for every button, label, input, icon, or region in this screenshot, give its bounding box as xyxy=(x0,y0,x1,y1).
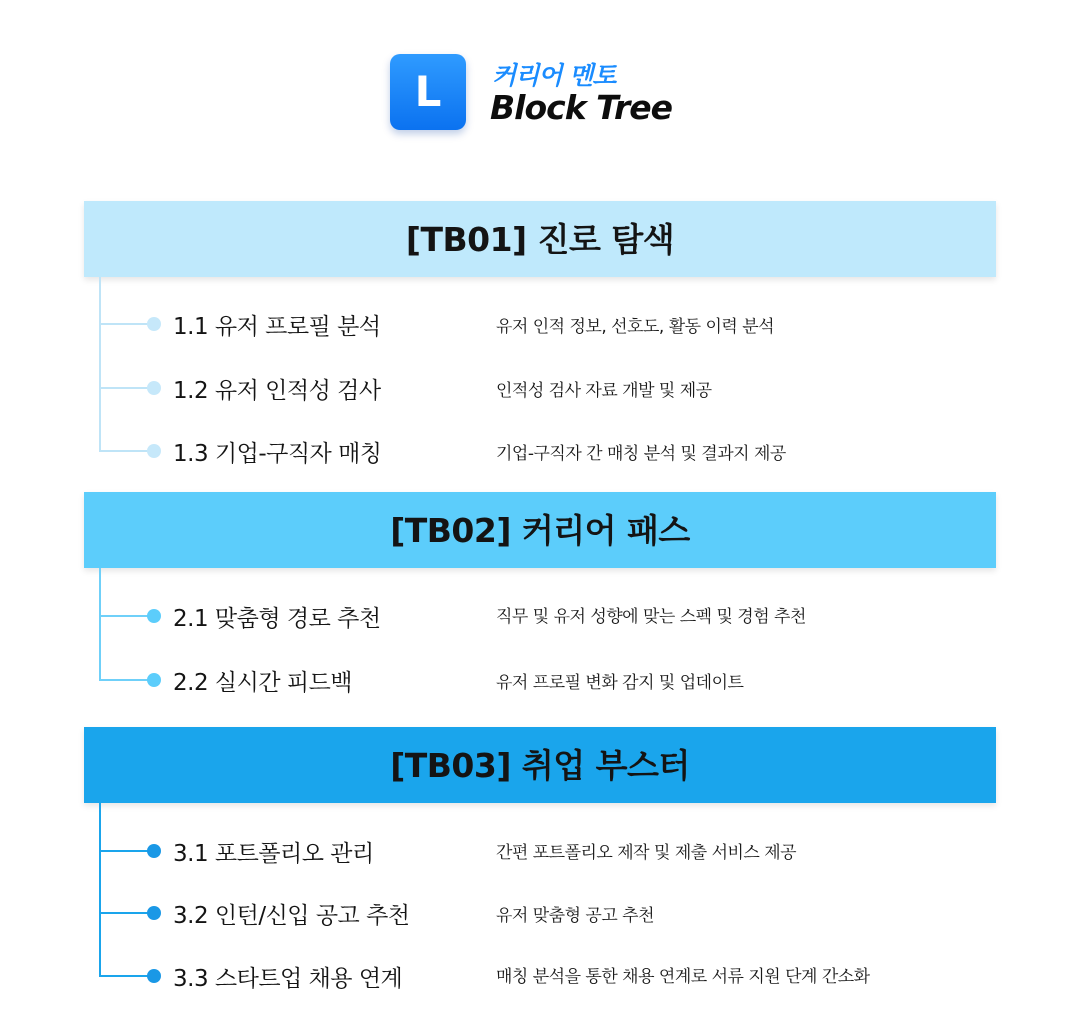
item-description: 기업-구직자 간 매칭 분석 및 결과지 제공 xyxy=(496,444,786,464)
branch-connector xyxy=(99,323,153,325)
logo xyxy=(390,54,690,134)
node-dot-icon xyxy=(147,969,161,983)
branch-connector xyxy=(99,975,153,977)
node-dot-icon xyxy=(147,444,161,458)
logo-subtitle: 커리어 멘토 xyxy=(492,61,616,90)
logo-title: Block Tree xyxy=(490,88,673,127)
section-title: [TB02] 커리어 패스 xyxy=(390,511,690,550)
branch-connector xyxy=(99,679,153,681)
node-dot-icon xyxy=(147,317,161,331)
item-description: 직무 및 유저 성향에 맞는 스펙 및 경험 추천 xyxy=(496,607,806,627)
section-header-tb02 xyxy=(84,492,996,568)
node-dot-icon xyxy=(147,609,161,623)
item-description: 매칭 분석을 통한 채용 연계로 서류 지원 단계 간소화 xyxy=(496,967,870,987)
logo-badge-icon: L xyxy=(390,54,466,130)
item-label: 1.1 유저 프로필 분석 xyxy=(173,314,381,340)
item-description: 유저 맞춤형 공고 추천 xyxy=(496,906,655,926)
tree-connector-line xyxy=(99,568,101,680)
branch-connector xyxy=(99,912,153,914)
item-description: 유저 프로필 변화 감지 및 업데이트 xyxy=(496,673,744,693)
tree-connector-line xyxy=(99,803,101,976)
branch-connector xyxy=(99,850,153,852)
item-label: 2.1 맞춤형 경로 추천 xyxy=(173,606,381,632)
item-label: 3.3 스타트업 채용 연계 xyxy=(173,966,403,992)
section-title: [TB03] 취업 부스터 xyxy=(390,746,690,785)
item-label: 3.2 인턴/신입 공고 추천 xyxy=(173,903,410,929)
node-dot-icon xyxy=(147,906,161,920)
branch-connector xyxy=(99,615,153,617)
node-dot-icon xyxy=(147,844,161,858)
section-header-tb01 xyxy=(84,201,996,277)
item-description: 간편 포트폴리오 제작 및 제출 서비스 제공 xyxy=(496,843,797,863)
branch-connector xyxy=(99,450,153,452)
branch-connector xyxy=(99,387,153,389)
item-description: 인적성 검사 자료 개발 및 제공 xyxy=(496,381,712,401)
section-title: [TB01] 진로 탐색 xyxy=(405,220,675,259)
item-description: 유저 인적 정보, 선호도, 활동 이력 분석 xyxy=(496,317,775,337)
item-label: 2.2 실시간 피드백 xyxy=(173,670,353,696)
node-dot-icon xyxy=(147,673,161,687)
item-label: 3.1 포트폴리오 관리 xyxy=(173,841,374,867)
section-header-tb03 xyxy=(84,727,996,803)
tree-connector-line xyxy=(99,277,101,451)
item-label: 1.2 유저 인적성 검사 xyxy=(173,378,381,404)
node-dot-icon xyxy=(147,381,161,395)
item-label: 1.3 기업-구직자 매칭 xyxy=(173,441,382,467)
